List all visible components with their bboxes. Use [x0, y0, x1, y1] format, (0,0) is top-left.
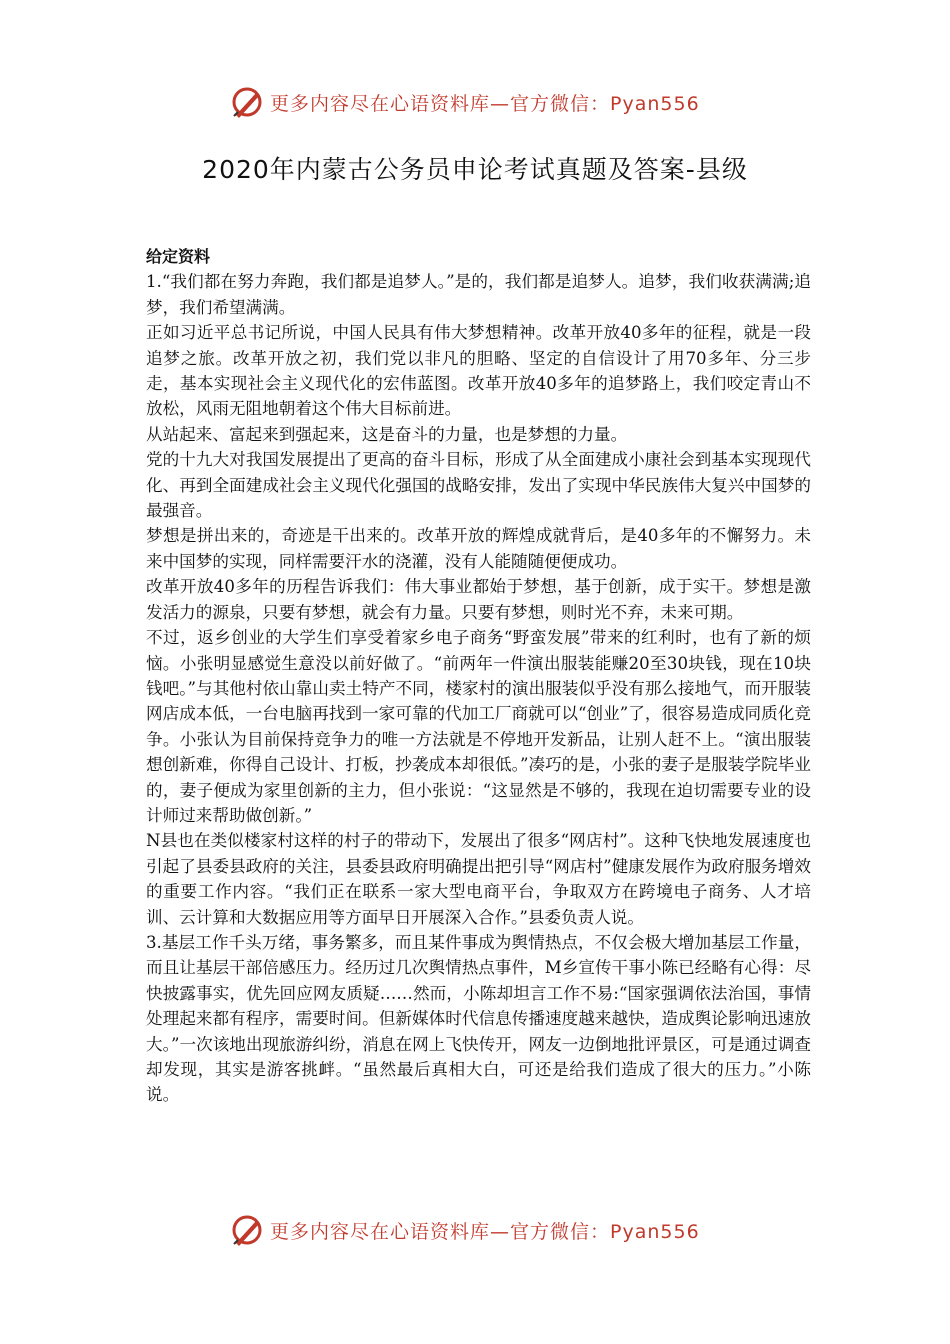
document-body	[146, 244, 811, 1108]
footer-banner	[230, 1210, 750, 1250]
paragraph: 梦想是拼出来的，奇迹是干出来的。改革开放的辉煌成就背后，是40多年的不懈努力。未来中国梦的实现，同样需要汗水的浇灌，没有人能随随便便成功。	[146, 526, 811, 571]
header-banner-text: 更多内容尽在心语资料库—官方微信：Pyan556	[270, 92, 700, 115]
paragraph: 1.“我们都在努力奔跑，我们都是追梦人。”是的，我们都是追梦人。追梦，我们收获满满;追梦，我们希望满满。	[146, 272, 811, 317]
paragraph: 改革开放40多年的历程告诉我们：伟大事业都始于梦想，基于创新，成于实干。梦想是激发活力的源泉，只要有梦想，就会有力量。只要有梦想，则时光不弃，未来可期。	[146, 577, 811, 622]
pen-circle-logo-icon	[230, 1213, 264, 1247]
header-banner	[230, 82, 750, 122]
paragraph: 从站起来、富起来到强起来，这是奋斗的力量，也是梦想的力量。	[146, 424, 628, 444]
paragraph: 正如习近平总书记所说，中国人民具有伟大梦想精神。改革开放40多年的征程，就是一段追梦之旅。改革开放之初，我们党以非凡的胆略、坚定的自信设计了用70多年、分三步走，基本实现社会主义现代化的宏伟蓝图。改革开放40多年的追梦路上，我们咬定青山不放松，风雨无阻地朝着这个伟大目标前进。	[146, 323, 811, 419]
paragraph: 3.基层工作千头万绪，事务繁多，而且某件事成为舆情热点，不仅会极大增加基层工作量，而且让基层干部倍感压力。经历过几次舆情热点事件，M乡宣传干事小陈已经略有心得：尽快披露事实，优先回应网友质疑……然而，小陈却坦言工作不易:“国家强调依法治国，事情处理起来都有程序，需要时间。但新媒体时代信息传播速度越来越快，造成舆论影响迅速放大。”一次该地出现旅游纠纷，消息在网上飞快传开，网友一边倒地批评景区，可是通过调查却发现，其实是游客挑衅。“虽然最后真相大白，可还是给我们造成了很大的压力。”小陈说。	[146, 932, 811, 1105]
paragraph: N县也在类似楼家村这样的村子的带动下，发展出了很多“网店村”。这种飞快地发展速度也引起了县委县政府的关注，县委县政府明确提出把引导“网店村”健康发展作为政府服务增效的重要工作内容。“我们正在联系一家大型电商平台，争取双方在跨境电子商务、人才培训、云计算和大数据应用等方面早日开展深入合作。”县委负责人说。	[146, 831, 811, 927]
document-title: 2020年内蒙古公务员申论考试真题及答案-县级	[202, 155, 748, 184]
paragraph: 不过，返乡创业的大学生们享受着家乡电子商务“野蛮发展”带来的红利时，也有了新的烦恼。小张明显感觉生意没以前好做了。“前两年一件演出服装能赚20至30块钱，现在10块钱吧。”与其他村依山靠山卖土特产不同，楼家村的演出服装似乎没有那么接地气，而开服装网店成本低，一台电脑再找到一家可靠的代加工厂商就可以“创业”了，很容易造成同质化竞争。小张认为目前保持竞争力的唯一方法就是不停地开发新品，让别人赶不上。“演出服装想创新难，你得自己设计、打板，抄袭成本却很低。”凑巧的是，小张的妻子是服装学院毕业的，妻子便成为家里创新的主力，但小张说：“这显然是不够的，我现在迫切需要专业的设计师过来帮助做创新。”	[146, 628, 811, 825]
footer-banner-text: 更多内容尽在心语资料库—官方微信：Pyan556	[270, 1220, 700, 1243]
paragraph: 党的十九大对我国发展提出了更高的奋斗目标，形成了从全面建成小康社会到基本实现现代化、再到全面建成社会主义现代化强国的战略安排，发出了实现中华民族伟大复兴中国梦的最强音。	[146, 450, 811, 521]
pen-circle-logo-icon	[230, 85, 264, 119]
section-heading: 给定资料	[146, 247, 211, 266]
